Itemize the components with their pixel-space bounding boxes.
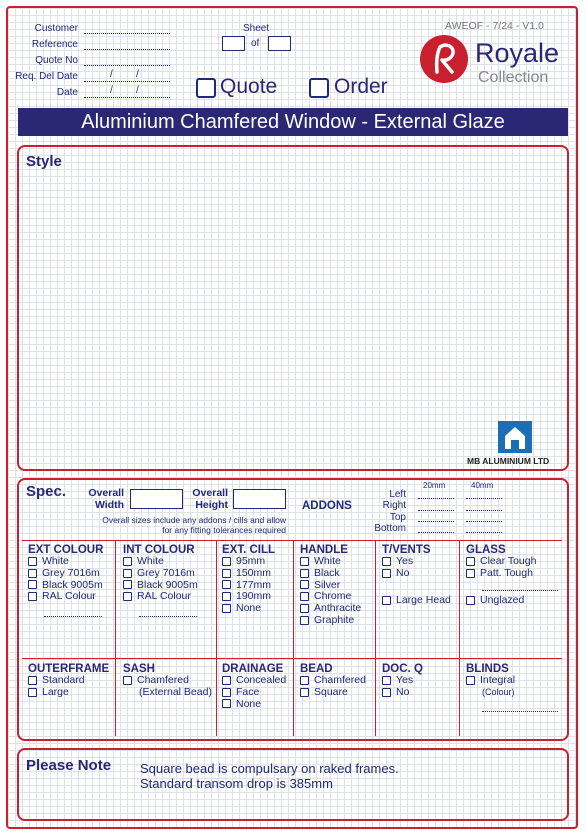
form-title: Aluminium Chamfered Window - External Glaze — [18, 108, 568, 136]
req-del-date-field[interactable] — [84, 81, 170, 82]
t-vents-group — [382, 544, 431, 580]
option-190mm[interactable]: 190mm — [222, 591, 275, 603]
date-sep: / — [136, 85, 139, 96]
drainage-title: DRAINAGE — [222, 663, 284, 675]
option-standard[interactable]: Standard — [28, 675, 109, 687]
checkbox[interactable] — [382, 569, 391, 578]
checkbox[interactable] — [300, 676, 309, 685]
checkbox[interactable] — [28, 569, 37, 578]
option-ral-colour[interactable]: RAL Colour — [123, 591, 198, 603]
option-black-9005m[interactable]: Black 9005m — [28, 580, 103, 592]
date-field[interactable] — [84, 97, 170, 98]
checkbox[interactable] — [300, 604, 309, 613]
addon-size-40: 40mm — [471, 481, 494, 490]
date-sep: / — [110, 85, 113, 96]
ext-cill-title: EXT. CILL — [222, 544, 276, 556]
option-unglazed[interactable]: Unglazed — [466, 595, 524, 607]
quote-label: Quote — [220, 75, 278, 98]
blinds-colour-note: (Colour) — [482, 686, 515, 697]
option-no[interactable]: No — [382, 687, 423, 699]
option-patt-tough[interactable]: Patt. Tough — [466, 568, 536, 580]
checkbox[interactable] — [300, 616, 309, 625]
option-external-bead-note: (External Bead) — [139, 685, 212, 698]
option-chrome[interactable]: Chrome — [300, 591, 361, 603]
int-colour-group — [123, 544, 198, 603]
checkbox[interactable] — [300, 557, 309, 566]
checkbox[interactable] — [123, 676, 132, 685]
sash-title: SASH — [123, 663, 155, 675]
option-yes[interactable]: Yes — [382, 675, 423, 687]
glass-title: GLASS — [466, 544, 506, 556]
option-150mm[interactable]: 150mm — [222, 568, 275, 580]
mb-logo-icon — [498, 421, 532, 453]
handle-title: HANDLE — [300, 544, 348, 556]
checkbox[interactable] — [222, 676, 231, 685]
checkbox[interactable] — [28, 688, 37, 697]
addon-rows — [360, 489, 406, 534]
checkbox[interactable] — [28, 676, 37, 685]
option-integral[interactable]: Integral — [466, 675, 515, 687]
checkbox[interactable] — [123, 569, 132, 578]
checkbox[interactable] — [222, 688, 231, 697]
checkbox[interactable] — [28, 557, 37, 566]
addon-right-40[interactable] — [466, 510, 502, 511]
option-concealed[interactable]: Concealed — [222, 675, 286, 687]
option-clear-tough[interactable]: Clear Tough — [466, 556, 536, 568]
bead-title: BEAD — [300, 663, 333, 675]
bead-group — [300, 663, 366, 699]
option-none[interactable]: None — [222, 699, 286, 711]
checkbox[interactable] — [222, 580, 231, 589]
drainage-group — [222, 663, 286, 710]
spec-heading: Spec. — [26, 483, 67, 500]
order-checkbox[interactable] — [309, 78, 329, 98]
t-vents-title: T/VENTS — [382, 544, 431, 556]
checkbox[interactable] — [300, 688, 309, 697]
checkbox[interactable] — [300, 569, 309, 578]
option-anthracite[interactable]: Anthracite — [300, 603, 361, 615]
option-white[interactable]: White — [28, 556, 103, 568]
checkbox[interactable] — [300, 580, 309, 589]
option-grey-7016m[interactable]: Grey 7016m — [28, 568, 103, 580]
style-heading: Style — [26, 153, 62, 170]
of-label: of — [251, 38, 260, 49]
customer-label: Customer — [34, 23, 78, 34]
option-face[interactable]: Face — [222, 687, 286, 699]
style-panel — [17, 145, 569, 471]
checkbox[interactable] — [222, 557, 231, 566]
option-no[interactable]: No — [382, 568, 431, 580]
overall-width-box[interactable] — [130, 489, 183, 509]
checkbox[interactable] — [123, 592, 132, 601]
quote-checkbox[interactable] — [196, 78, 216, 98]
addon-left-20[interactable] — [418, 498, 454, 499]
glass-group — [466, 544, 536, 580]
overall-sizes-note: Overall sizes include any addons / cills and allow for any fitting tolerances required — [102, 515, 286, 535]
option-ral-colour[interactable]: RAL Colour — [28, 591, 103, 603]
quote-no-field[interactable] — [84, 65, 170, 66]
order-label: Order — [334, 75, 388, 98]
checkbox[interactable] — [466, 557, 475, 566]
column-divider — [216, 541, 217, 736]
ext-ral-colour-field[interactable] — [44, 616, 102, 617]
addon-bottom-label: Bottom — [374, 522, 406, 534]
handle-group — [300, 544, 361, 627]
overall-height-label: Overall Height — [192, 487, 228, 511]
option-yes[interactable]: Yes — [382, 556, 431, 568]
blinds-title: BLINDS — [466, 663, 509, 675]
date-sep: / — [110, 69, 113, 80]
checkbox[interactable] — [382, 557, 391, 566]
int-ral-colour-field[interactable] — [139, 616, 197, 617]
option-graphite[interactable]: Graphite — [300, 615, 361, 627]
option-silver[interactable]: Silver — [300, 580, 361, 592]
blinds-colour-field[interactable] — [482, 711, 558, 712]
please-note-text — [140, 761, 399, 791]
checkbox[interactable] — [382, 676, 391, 685]
addon-right-label: Right — [382, 500, 406, 512]
customer-field[interactable] — [84, 33, 170, 34]
please-note-heading: Please Note — [26, 757, 112, 774]
doc-q-title: DOC. Q — [382, 663, 423, 675]
ext-colour-title: EXT COLOUR — [28, 544, 104, 556]
reference-field[interactable] — [84, 49, 170, 50]
patt-tough-field[interactable] — [482, 590, 558, 591]
checkbox[interactable] — [382, 688, 391, 697]
mb-logo-text: MB ALUMINIUM LTD — [467, 456, 550, 466]
option-grey-7016m[interactable]: Grey 7016m — [123, 568, 198, 580]
overall-height-box[interactable] — [233, 489, 286, 509]
option-large[interactable]: Large — [28, 687, 109, 699]
checkbox[interactable] — [222, 569, 231, 578]
checkbox[interactable] — [466, 569, 475, 578]
addon-bottom-40[interactable] — [466, 532, 502, 533]
addon-left-label: Left — [389, 489, 406, 500]
spec-divider — [22, 540, 562, 541]
outerframe-title: OUTERFRAME — [28, 663, 110, 675]
royale-logo-icon — [420, 35, 468, 83]
doc-q-group — [382, 663, 423, 699]
checkbox[interactable] — [28, 580, 37, 589]
date-sep: / — [136, 69, 139, 80]
checkbox[interactable] — [300, 592, 309, 601]
checkbox[interactable] — [222, 592, 231, 601]
option-white[interactable]: White — [123, 556, 198, 568]
sheet-label: Sheet — [243, 23, 270, 34]
req-del-date-label: Req. Del Date — [15, 71, 78, 82]
addons-label: ADDONS — [302, 500, 352, 512]
option-none[interactable]: None — [222, 603, 275, 615]
addon-right-20[interactable] — [418, 510, 454, 511]
checkbox[interactable] — [222, 604, 231, 613]
blinds-group — [466, 663, 515, 699]
sheet-number-box[interactable] — [222, 36, 245, 51]
ext-colour-group — [28, 544, 103, 603]
checkbox[interactable] — [382, 596, 391, 605]
checkbox[interactable] — [466, 596, 475, 605]
option-chamfered[interactable]: Chamfered — [123, 675, 212, 687]
overall-width-label: Overall Width — [88, 487, 124, 511]
column-divider — [115, 541, 116, 736]
column-divider — [375, 541, 376, 736]
date-label: Date — [56, 87, 78, 98]
outerframe-group — [28, 663, 109, 699]
int-colour-title: INT COLOUR — [123, 544, 195, 556]
quote-no-label: Quote No — [35, 55, 78, 66]
option-square[interactable]: Square — [300, 687, 366, 699]
note-line: Square bead is compulsary on raked frames. — [140, 761, 399, 776]
checkbox[interactable] — [28, 592, 37, 601]
checkbox[interactable] — [123, 580, 132, 589]
addon-left-40[interactable] — [466, 498, 502, 499]
option-177mm[interactable]: 177mm — [222, 580, 275, 592]
note-line: Standard transom drop is 385mm — [140, 776, 333, 791]
checkbox[interactable] — [123, 557, 132, 566]
addon-top-20[interactable] — [418, 521, 454, 522]
spec-divider — [22, 658, 562, 659]
option-white[interactable]: White — [300, 556, 361, 568]
addon-bottom-20[interactable] — [418, 532, 454, 533]
checkbox[interactable] — [222, 699, 231, 708]
sheet-total-box[interactable] — [268, 36, 291, 51]
addon-top-40[interactable] — [466, 521, 502, 522]
option-95mm[interactable]: 95mm — [222, 556, 275, 568]
ext-cill-group — [222, 544, 275, 615]
sash-group — [123, 663, 212, 699]
column-divider — [293, 541, 294, 736]
document-code: AWEOF - 7/24 - V1.0 — [445, 20, 544, 32]
option-black[interactable]: Black — [300, 568, 361, 580]
addon-size-20: 20mm — [423, 481, 446, 490]
option-chamfered[interactable]: Chamfered — [300, 675, 366, 687]
checkbox[interactable] — [466, 676, 475, 685]
addon-top-label: Top — [389, 511, 406, 523]
brand-sub: Collection — [478, 69, 549, 86]
option-large-head[interactable]: Large Head — [382, 595, 451, 607]
reference-label: Reference — [31, 39, 78, 50]
option-black-9005m[interactable]: Black 9005m — [123, 580, 198, 592]
column-divider — [459, 541, 460, 736]
brand-name: Royale — [475, 38, 560, 68]
